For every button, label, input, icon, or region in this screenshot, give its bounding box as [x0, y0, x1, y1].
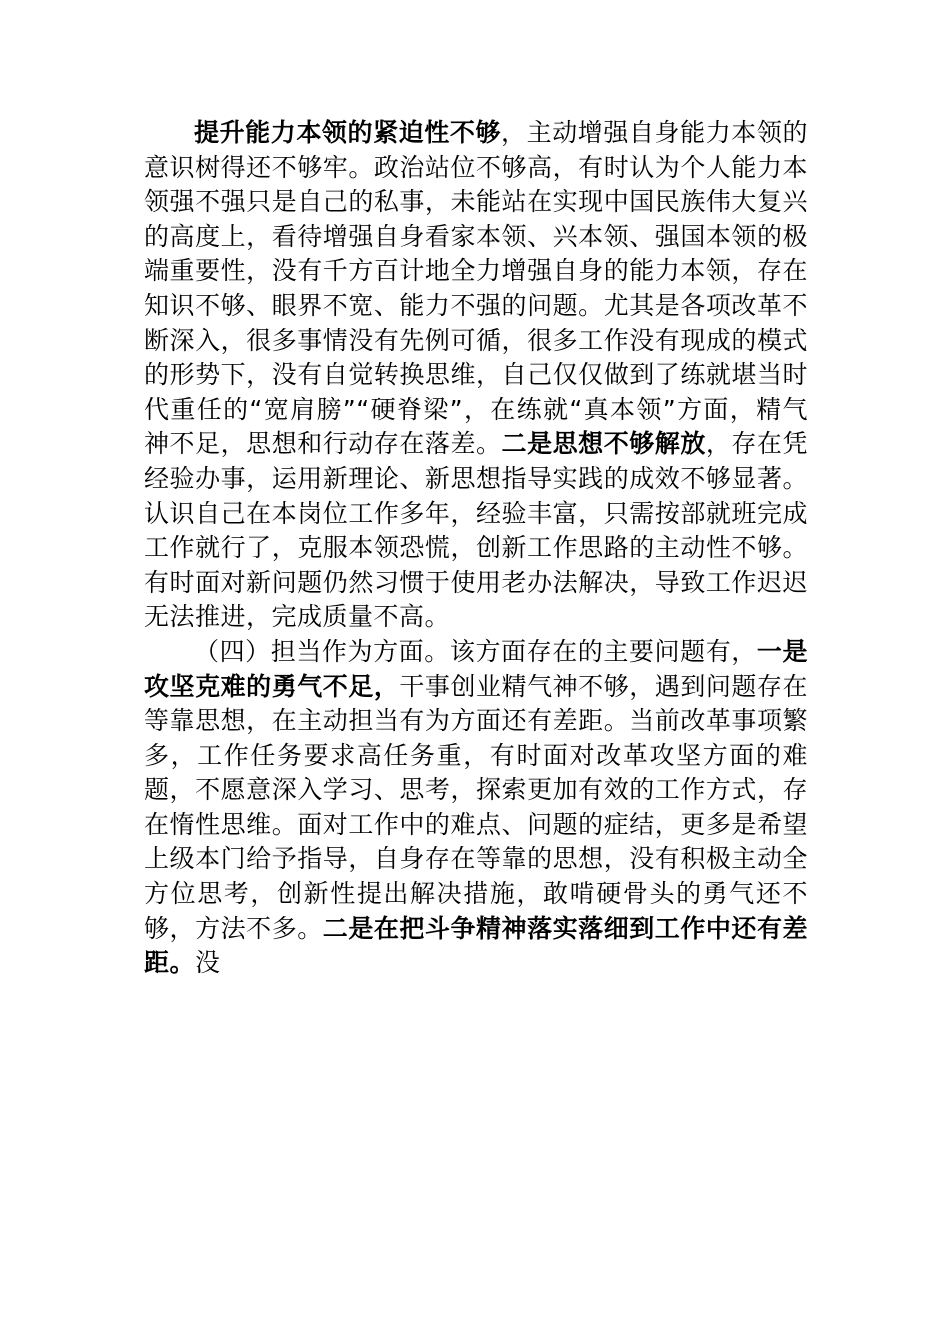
- text-courage-body: 干事创业精气神不够，遇到问题存在等靠思想，在主动担当有为方面还有差距。当前改革事项繁多，工作任务要求高任务重，有时面对改革攻坚方面的难题，不愿意深入学习、思考，探索更加有效的工作方式，存在惰性思维。面对工作中的难点、问题的症结，更多是希望上级本门给予指导，自身存在等靠的思想，没有积极主动全方位思考，创新性提出解决措施，敢啃硬骨头的勇气还不够，方法不多。: [144, 671, 808, 943]
- text-thinking-body: ，存在凭经验办事，运用新理论、新思想指导实践的成效不够显著。认识自己在本岗位工作多年，经验丰富，只需按部就班完成工作就行了，克服本领恐慌，创新工作思路的主动性不够。有时面对新问题仍然习惯于使用老办法解决，导致工作迟迟无法推进，完成质量不高。: [144, 429, 808, 632]
- heading-courage: 一是攻坚克难的勇气不足，: [144, 636, 808, 701]
- text-capability-body: ，主动增强自身能力本领的意识树得还不够牢。政治站位不够高，有时认为个人能力本领强不强只是自己的私事，未能站在实现中国民族伟大复兴的高度上，看待增强自身看家本领、兴本领、强国本领的极端重要性，没有千方百计地全力增强自身的能力本领，存在知识不够、眼界不宽、能力不强的问题。尤其是各项改革不断深入，很多事情没有先例可循，很多工作没有现成的模式的形势下，没有自觉转换思维，自己仅仅做到了练就堪当时代重任的“宽肩膀”“硬脊梁”，在练就“真本领”方面，精气神不足，思想和行动存在落差。: [144, 118, 808, 459]
- document-body: [144, 116, 808, 981]
- text-struggle-body: 没: [195, 948, 221, 978]
- text-section-four-intro: （四）担当作为方面。该方面存在的主要问题有，: [194, 636, 757, 666]
- heading-thinking-liberation: 二是思想不够解放: [501, 429, 706, 459]
- heading-capability-urgency: 提升能力本领的紧迫性不够: [194, 118, 502, 147]
- paragraph-responsibility: [144, 635, 808, 981]
- paragraph-capability: [144, 116, 808, 635]
- heading-struggle-spirit: 二是在把斗争精神落实落细到工作中还有差距。: [144, 913, 808, 978]
